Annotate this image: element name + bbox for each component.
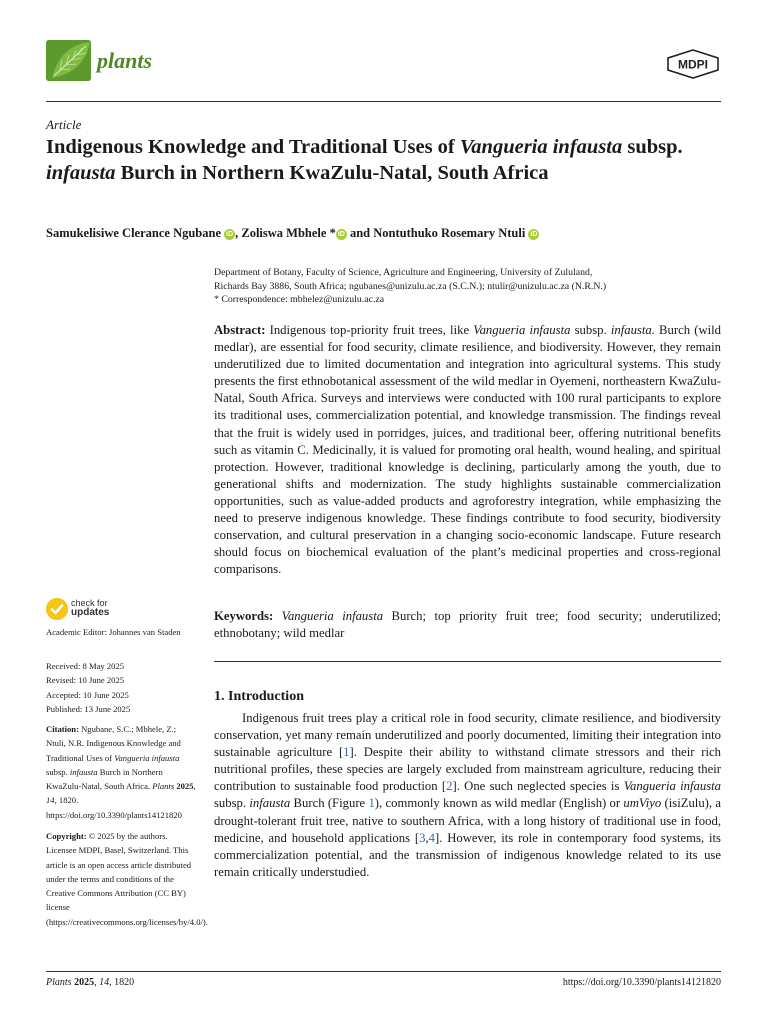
abstract: Abstract: Indigenous top-priority fruit trees, like Vangueria infausta subsp. infausta. Burch (wild medlar), are essential for food security, climate resilience, and biodiversity. However, they remain underutilized due to limited documentation and integration into agricultural systems. This study presents the first ethnobotanical assessment of the wild medlar in Oyemeni, northeastern KwaZulu-Natal, South Africa. Surveys and interviews were conducted with 100 rural participants to explore its traditional uses, commercialization potential, and knowledge transmission. The findings reveal that the fruit is widely used in porridges, juices, and traditional beer, offering nutritional benefits such as vitamin C. Medicinally, it is valued for promoting oral health, wound healing, and spiritual protection. However, traditional knowledge is declining, particularly among the youth, due to generational shifts and modernization. The study highlights sustainable commercialization opportunities, such as value-added products and agroforestry integration, while emphasizing the need to preserve indigenous knowledge. These findings contribute to food security, biodiversity conservation, and cultural preservation in a changing socio-economic landscape. Future research should focus on biochemical evaluation of the plant’s medicinal properties and cross-regional comparisons. <box>214 323 722 577</box>
reference-link[interactable]: 1 <box>343 745 350 760</box>
article-type: Article <box>46 117 82 132</box>
reference-link[interactable]: 4 <box>428 830 435 845</box>
check-updates-icon <box>46 598 68 620</box>
mdpi-logo <box>666 49 720 79</box>
author-name: and Nontuthuko Rosemary Ntuli <box>346 226 526 240</box>
received-date: Received: 8 May 2025 <box>46 661 125 671</box>
author-name: , Zoliswa Mbhele * <box>235 226 336 240</box>
academic-editor: Academic Editor: Johannes van Staden <box>46 627 181 637</box>
revised-date: Revised: 10 June 2025 <box>46 675 125 686</box>
author-name: Samukelisiwe Clerance Ngubane <box>46 226 221 240</box>
check-for-updates-button[interactable] <box>46 596 166 622</box>
orcid-icon[interactable]: iD <box>530 231 538 238</box>
reference-link[interactable]: 3 <box>419 830 426 845</box>
author-list <box>46 226 726 241</box>
keywords: Keywords: Vangueria infausta Burch; top priority fruit tree; food security; underutilized; ethnobotany; wild medlar <box>214 609 722 641</box>
history-dates <box>46 659 196 716</box>
footer-rule <box>46 971 721 972</box>
article-title: Indigenous Knowledge and Traditional Uses of Vangueria infausta subsp. infausta Burch in Northern KwaZulu-Natal, South Africa <box>46 136 683 184</box>
checkmark-icon <box>46 598 68 620</box>
header-rule <box>46 101 721 102</box>
reference-link[interactable]: 2 <box>446 779 453 794</box>
orcid-icon[interactable]: iD <box>337 231 345 238</box>
orcid-icon[interactable]: iD <box>226 231 234 238</box>
copyright: Copyright: © 2025 by the authors. Licensee MDPI, Basel, Switzerland. This article is an open access article distributed under the terms and conditions of the Creative Commons Attribution (CC BY) license (https://creativecommons.org/licenses/by/4.0/). <box>46 831 208 927</box>
journal-name: plants <box>97 48 153 73</box>
mdpi-logo-text: MDPI <box>678 57 708 72</box>
footer-citation: Plants 2025, 14, 1820 <box>46 977 135 988</box>
footer-doi-link[interactable]: https://doi.org/10.3390/plants14121820 <box>562 977 721 988</box>
figure-link[interactable]: 1 <box>368 796 375 811</box>
citation: Citation: Ngubane, S.C.; Mbhele, Z.; Ntuli, N.R. Indigenous Knowledge and Traditional Uses of Vangueria infausta subsp. infausta Burch in Northern KwaZulu-Natal, South Africa. Plants 2025, 14, 1820. https://doi.org/10.3390/plants14121820 <box>46 724 196 820</box>
check-updates-label: check for <box>71 598 108 608</box>
check-updates-label: updates <box>71 607 110 618</box>
section-heading-introduction: 1. Introduction <box>214 689 304 704</box>
journal-logo <box>46 40 91 81</box>
affiliation: Department of Botany, Faculty of Science, Agriculture and Engineering, University of Zululand, Richards Bay 3886, South Africa; ngubanes@unizulu.ac.za (S.C.N.); ntulir@unizulu.ac.za (N.R.N.) * Correspondence: mbhelez@unizulu.ac.za <box>214 266 724 307</box>
leaf-icon <box>46 40 91 81</box>
introduction-paragraph: Indigenous fruit trees play a critical role in food security, climate resilience, and biodiversity conservation, yet many remain underutilized and poorly documented, limiting their integration into sustainable agriculture [1]. Despite their ability to withstand climate stressors and their rich nutritional profiles, these species are largely excluded from mainstream agriculture, reducing their contribution to sustainable food production [2]. One such neglected species is Vangueria infausta subsp. infausta Burch (Figure 1), commonly known as wild medlar (English) or umViyo (isiZulu), a drought-tolerant fruit tree, native to southern Africa, with a long history of traditional use in food, medicine, and household applications [3,4]. However, its role in contemporary food systems, its commercialization potential, and the transmission of indigenous knowledge related to its use remain critically understudied. <box>214 711 722 879</box>
mdpi-logo-icon <box>666 49 720 79</box>
correspondence: * Correspondence: mbhelez@unizulu.ac.za <box>214 294 385 306</box>
section-rule <box>214 661 721 662</box>
accepted-date: Accepted: 10 June 2025 <box>46 689 129 700</box>
published-date: Published: 13 June 2025 <box>46 703 131 714</box>
